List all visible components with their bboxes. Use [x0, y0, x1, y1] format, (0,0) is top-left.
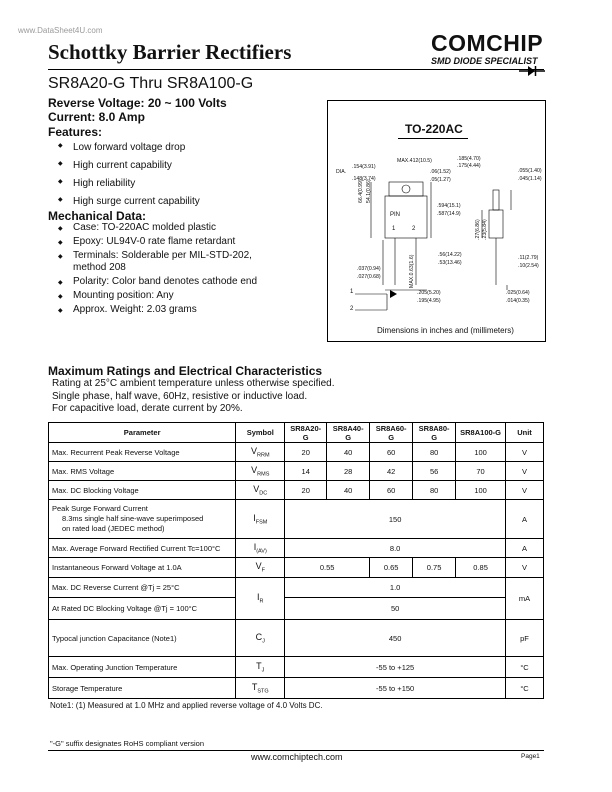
dim-label: .594(15.1) [437, 203, 461, 209]
mechanical-heading: Mechanical Data: [48, 209, 147, 223]
table-row [49, 578, 544, 598]
features-heading: Features: [48, 125, 103, 139]
unit-cell: °C [506, 678, 544, 699]
pin-number: 2 [412, 226, 416, 232]
value-cell: 20 [285, 443, 327, 462]
value-cell: 450 [285, 620, 506, 657]
column-header: SR8A100-G [456, 423, 506, 443]
value-cell: 0.85 [456, 558, 506, 578]
table-row [49, 500, 544, 539]
value-cell: 80 [413, 481, 456, 500]
current-spec: Current: 8.0 Amp [48, 110, 145, 124]
param-cell: Max. DC Blocking Voltage [49, 481, 236, 500]
value-cell: 80 [413, 443, 456, 462]
symbol-cell: $C_J$ [236, 620, 285, 657]
symbol-cell: $I_{(AV)}$ [236, 539, 285, 558]
symbol-cell: $V_F$ [236, 558, 285, 578]
unit-cell: V [506, 481, 544, 500]
rohs-note: "-G" suffix designates RoHS compliant version [50, 739, 205, 748]
value-cell: -55 to +150 [285, 678, 506, 699]
value-cell: 150 [285, 500, 506, 539]
list-item: ◆ High reliability [58, 175, 200, 193]
dim-label: .027(0.68) [357, 274, 381, 280]
list-item: ◆ Low forward voltage drop [58, 139, 200, 157]
value-cell: 56 [413, 462, 456, 481]
param-cell: Max. RMS Voltage [49, 462, 236, 481]
param-cell: Instantaneous Forward Voltage at 1.0A [49, 558, 236, 578]
value-cell: 60 [370, 443, 413, 462]
dim-label: .148(3.74) [352, 176, 376, 182]
table-row [49, 462, 544, 481]
list-item: ◆ High current capability [58, 157, 200, 175]
symbol-cell: $I_R$ [236, 578, 285, 620]
dim-label: .037(0.94) [357, 266, 381, 272]
table-row [49, 443, 544, 462]
footer-divider [48, 750, 544, 751]
unit-cell: °C [506, 657, 544, 678]
unit-cell: V [506, 443, 544, 462]
dim-label: .05(1.27) [430, 177, 451, 183]
value-cell: 42 [370, 462, 413, 481]
dim-label: .025(0.64) [506, 290, 530, 296]
symbol-cell: $V_{DC}$ [236, 481, 285, 500]
pin-number: 1 [392, 226, 396, 232]
page-number: Page1 [521, 753, 540, 760]
website-link[interactable]: www.comchiptech.com [251, 752, 343, 762]
dim-label: .06(1.52) [430, 169, 451, 175]
header-divider [48, 69, 544, 70]
package-title-underline [398, 138, 468, 139]
list-item: ◆ Epoxy: UL94V-0 rate flame retardant [58, 236, 257, 248]
value-cell: 0.75 [413, 558, 456, 578]
dim-label: .055(1.40) [518, 168, 542, 174]
value-cell: 14 [285, 462, 327, 481]
dim-label: .014(0.35) [506, 298, 530, 304]
value-cell: 100 [456, 481, 506, 500]
column-header: Unit [506, 423, 544, 443]
table-row [49, 678, 544, 699]
list-item: ◆ Terminals: Solderable per MIL-STD-202, [58, 250, 257, 262]
package-title: TO-220AC [405, 122, 463, 136]
table-row [49, 620, 544, 657]
part-range-subtitle: SR8A20-G Thru SR8A100-G [48, 75, 254, 92]
dim-label: .11(2.79) [518, 255, 539, 261]
ratings-note: Single phase, half wave, 60Hz, resistive or inductive load. [52, 391, 308, 402]
page-title: Schottky Barrier Rectifiers [48, 40, 292, 64]
unit-cell: V [506, 558, 544, 578]
param-cell: Max. Recurrent Peak Reverse Voltage [49, 443, 236, 462]
diode-symbol-icon [519, 65, 545, 77]
features-list [58, 139, 200, 211]
symbol-cell: $V_{RMS}$ [236, 462, 285, 481]
value-cell: 0.65 [370, 558, 413, 578]
list-item: method 208 [73, 262, 126, 273]
value-cell: 28 [327, 462, 370, 481]
dim-label: .23(5.84) [482, 219, 488, 240]
schematic-pin-label: 1 [350, 289, 354, 295]
dim-label: .53(13.46) [438, 260, 462, 266]
table-row [49, 598, 544, 620]
ratings-note: For capacitive load, derate current by 20%. [52, 403, 243, 414]
ratings-table [48, 422, 544, 699]
value-cell: 1.0 [285, 578, 506, 598]
column-header: Symbol [236, 423, 285, 443]
param-cell: Max. Operating Junction Temperature [49, 657, 236, 678]
value-cell: 50 [285, 598, 506, 620]
param-cell: Typocal junction Capacitance (Note1) [49, 620, 236, 657]
dim-label: MAX.0.63(1.6) [409, 254, 415, 288]
schematic-pin-label: 2 [350, 306, 354, 312]
package-dimensions-note: Dimensions in inches and (millimeters) [377, 326, 514, 335]
dim-label: .195(4.95) [417, 298, 441, 304]
table-row [49, 657, 544, 678]
unit-cell: mA [506, 578, 544, 620]
list-item: ◆ Mounting position: Any [58, 290, 257, 302]
value-cell: 40 [327, 481, 370, 500]
dim-label: .205(5.20) [417, 290, 441, 296]
dim-label: .154(3.91) [352, 164, 376, 170]
dim-label: DIA. [336, 169, 347, 175]
value-cell: 70 [456, 462, 506, 481]
param-cell [49, 500, 236, 539]
dim-label: MAX.412(10.5) [397, 158, 432, 164]
value-cell: -55 to +125 [285, 657, 506, 678]
dim-label: .10(2.54) [518, 263, 539, 269]
symbol-cell: $V_{RRM}$ [236, 443, 285, 462]
value-cell: 100 [456, 443, 506, 462]
dim-label: .175(4.44) [457, 163, 481, 169]
list-item: ◆ High surge current capability [58, 193, 200, 211]
value-cell: 8.0 [285, 539, 506, 558]
param-cell: At Rated DC Blocking Voltage @Tj = 100°C [49, 598, 236, 620]
param-line: 8.3ms single half sine-wave superimposed [62, 514, 204, 523]
value-cell: 60 [370, 481, 413, 500]
column-header: SR8A40-G [327, 423, 370, 443]
symbol-cell: $T_J$ [236, 657, 285, 678]
table-row [49, 558, 544, 578]
pin-label: PIN [390, 212, 401, 218]
dim-label: .045(1.14) [518, 176, 542, 182]
ratings-title: Maximum Ratings and Electrical Characteristics [48, 364, 323, 378]
dim-label: .27(6.86) [475, 219, 481, 240]
param-cell: Max. Average Forward Rectified Current Tc=100°C [49, 539, 236, 558]
param-line: on rated load (JEDEC method) [62, 524, 165, 533]
dim-label: .185(4.70) [457, 156, 481, 162]
param-cell: Max. DC Reverse Current @Tj = 25°C [49, 578, 236, 598]
table-row [49, 539, 544, 558]
param-line: Peak Surge Forward Current [52, 504, 148, 513]
dim-label: 66.4(0.99) [358, 179, 364, 203]
column-header: SR8A80-G [413, 423, 456, 443]
mechanical-list [58, 222, 257, 316]
list-item: ◆ Case: TO-220AC molded plastic [58, 222, 257, 234]
dim-label: 54.1(0.86) [366, 179, 372, 203]
unit-cell: A [506, 539, 544, 558]
list-item: ◆ Polarity: Color band denotes cathode end [58, 276, 257, 288]
column-header: SR8A20-G [285, 423, 327, 443]
dim-label: .56(14.22) [438, 252, 462, 258]
company-tagline: SMD DIODE SPECIALIST [431, 56, 538, 66]
watermark: www.DataSheet4U.com [18, 26, 103, 35]
symbol-cell: $I_{FSM}$ [236, 500, 285, 539]
param-cell: Storage Temperature [49, 678, 236, 699]
company-logo: COMCHIP [431, 30, 544, 56]
symbol-cell: $T_{STG}$ [236, 678, 285, 699]
unit-cell: pF [506, 620, 544, 657]
reverse-voltage-spec: Reverse Voltage: 20 ~ 100 Volts [48, 96, 227, 110]
table-header-row [49, 423, 544, 443]
unit-cell: A [506, 500, 544, 539]
footnote: Note1: (1) Measured at 1.0 MHz and applied reverse voltage of 4.0 Volts DC. [50, 701, 323, 710]
value-cell: 20 [285, 481, 327, 500]
unit-cell: V [506, 462, 544, 481]
column-header: Parameter [49, 423, 236, 443]
value-cell: 0.55 [285, 558, 370, 578]
dim-label: .587(14.9) [437, 211, 461, 217]
column-header: SR8A60-G [370, 423, 413, 443]
value-cell: 40 [327, 443, 370, 462]
ratings-note: Rating at 25°C ambient temperature unless otherwise specified. [52, 378, 335, 389]
list-item: ◆ Approx. Weight: 2.03 grams [58, 304, 257, 316]
table-row [49, 481, 544, 500]
